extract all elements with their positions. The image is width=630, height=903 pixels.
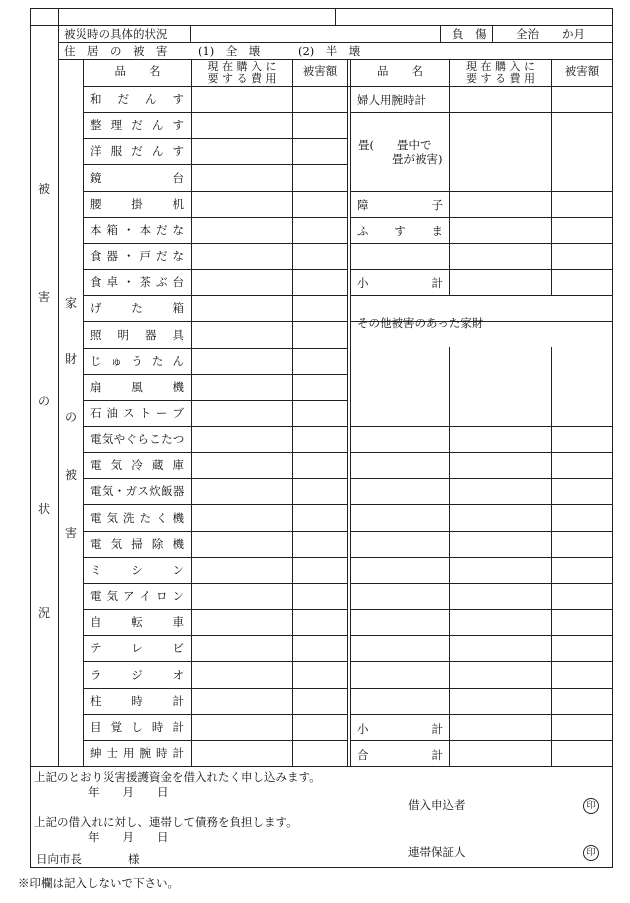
table-row [84,191,191,217]
table-row [84,269,191,295]
item-label: 洋 服 だ ん す [90,144,184,158]
table-row [84,478,191,504]
right-item-fusuma: ふ す ま [357,224,443,238]
situation-label: 被災時の具体的状況 [64,27,168,41]
item-label: 扇 風 機 [90,380,184,394]
table-row [84,243,191,269]
table-row [84,217,191,243]
side-char: 財 [64,352,77,366]
item-label: 柱 時 計 [90,694,184,708]
table-row [84,504,191,531]
table-row [84,164,191,191]
right-item-shoji: 障 子 [357,198,443,212]
applicant-name-field[interactable] [472,796,570,812]
left-cost-header: 現 在 購 入 に 要 す る 費 用 [207,60,277,85]
item-label: 腰 掛 机 [90,197,184,211]
guarantee-date[interactable]: 年 月 日 [88,830,169,844]
statement-apply: 上記のとおり災害援護資金を借入れたく申し込みます。 [34,770,321,784]
item-label: 照 明 器 具 [90,328,184,342]
injury-label: 負 傷 [452,27,487,41]
item-label: 石 油 ス ト ー ブ [90,406,184,420]
table-row [84,609,191,635]
item-label: 紳 士 用 腕 時 計 [90,746,184,760]
apply-date[interactable]: 年 月 日 [88,785,169,799]
right-item-watch: 婦人用腕時計 [357,93,426,107]
recovery-text: 全治 か月 [516,27,585,41]
guarantor-seal: 印 [583,845,599,861]
side-char: 害 [37,290,50,304]
item-label: 電 気 や ぐ ら こ た つ [90,432,184,446]
item-label: 和 だ ん す [90,92,184,106]
table-row [84,138,191,164]
statement-guarantee: 上記の借入れに対し、連帯して債務を負担します。 [34,815,298,829]
side-char: 況 [37,606,50,620]
side-char: 家 [64,296,77,310]
other-items-title: その他被害のあった家財 [357,316,484,330]
left-item-header: 品 名 [114,64,161,78]
table-row [84,400,191,426]
table-row [84,426,191,452]
table-row [84,86,191,112]
situation-field[interactable] [192,26,439,41]
table-row [84,321,191,348]
housing-label: 住 居 の 被 害 [64,44,168,58]
item-label: 食 卓 ・ 茶 ぶ 台 [90,275,184,289]
guarantor-label: 連帯保証人 [408,845,466,859]
table-row [84,295,191,321]
item-label: ミ シ ン [90,563,184,577]
right-total: 合 計 [357,748,443,762]
item-label: げ た 箱 [90,301,184,315]
right-item-header: 品 名 [377,64,423,78]
table-row [84,531,191,557]
right-item-tatami: 畳( 畳中で 畳が被害) [358,138,443,166]
table-row [84,714,191,740]
footnote: ※印欄は記入しないで下さい。 [18,876,179,890]
item-label: 鏡 台 [90,171,184,185]
side-char: 状 [37,502,50,516]
item-label: 整 理 だ ん す [90,118,184,132]
item-label: 自 転 車 [90,615,184,629]
table-row [84,635,191,661]
table-row [84,112,191,138]
mayor-address: 日向市長 様 [36,852,140,866]
item-label: 本 箱 ・ 本 だ な [90,223,184,237]
table-row [84,661,191,688]
housing-option-half[interactable]: (2) 半 壊 [298,44,361,58]
item-label: 電 気 掃 除 機 [90,537,184,551]
table-row [84,688,191,714]
guarantor-name-field[interactable] [472,843,570,859]
applicant-seal: 印 [583,798,599,814]
applicant-label: 借入申込者 [408,798,466,812]
side-char: の [37,394,50,408]
item-label: 電 気 冷 蔵 庫 [90,458,184,472]
item-label: テ レ ビ [90,641,184,655]
left-damage-header: 被害額 [302,64,338,78]
item-label: 電 気 ・ ガ ス 炊 飯 器 [90,484,184,498]
item-label: 食 器 ・ 戸 だ な [90,249,184,263]
item-label: ラ ジ オ [90,668,184,682]
right-subtotal-1: 小 計 [357,276,443,290]
recovery-months-field[interactable] [493,26,511,41]
side-char: の [64,410,77,424]
table-row [84,740,191,766]
table-row [84,452,191,478]
table-row [84,583,191,609]
table-row [84,374,191,400]
table-row [84,557,191,583]
table-row [84,348,191,374]
right-cost-header: 現 在 購 入 に 要 す る 費 用 [466,60,535,85]
housing-option-full[interactable]: (1) 全 壊 [198,44,261,58]
side-char: 被 [64,468,77,482]
side-char: 被 [37,182,50,196]
right-subtotal-2: 小 計 [357,722,443,736]
item-label: じ ゅ う た ん [90,354,184,368]
item-label: 電 気 ア イ ロ ン [90,589,184,603]
item-label: 電 気 洗 た く 機 [90,511,184,525]
side-char: 害 [64,526,77,540]
right-damage-header: 被害額 [564,64,600,78]
item-label: 目 覚 し 時 計 [90,720,184,734]
